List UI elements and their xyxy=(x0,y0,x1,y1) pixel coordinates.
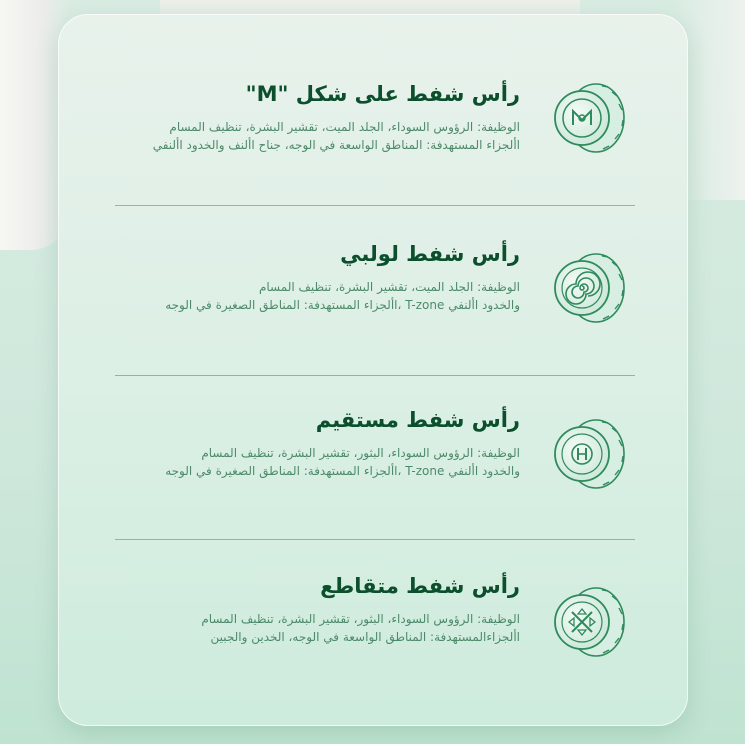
function-line: الوظيفة: الرؤوس السوداء، الجلد الميت، تقشير البشرة، تنظيف المسام xyxy=(169,120,520,134)
suction-head-description xyxy=(153,118,520,154)
divider xyxy=(115,205,635,206)
suction-head-title: رأس شفط مستقيم xyxy=(315,408,520,432)
suction-head-description xyxy=(201,610,520,646)
info-panel xyxy=(58,14,688,726)
suction-head-title: رأس شفط لولبي xyxy=(340,242,520,266)
straight-suction-head-icon xyxy=(546,414,630,494)
suction-head-description xyxy=(165,278,520,314)
m-shape-suction-head-icon xyxy=(546,78,630,158)
target-area-line: والخدود األنفي T-zone ،األجزاء المستهدفة: المناطق الصغيرة في الوجه xyxy=(165,464,520,478)
divider xyxy=(115,375,635,376)
suction-head-description xyxy=(165,444,520,480)
spiral-suction-head-icon xyxy=(546,248,630,328)
target-area-line: والخدود األنفي T-zone ،األجزاء المستهدفة: المناطق الصغيرة في الوجه xyxy=(165,298,520,312)
function-line: الوظيفة: الرؤوس السوداء، البثور، تقشير البشرة، تنظيف المسام xyxy=(201,446,520,460)
function-line: الوظيفة: الجلد الميت، تقشير البشرة، تنظيف المسام xyxy=(258,280,520,294)
target-area-line: األجزاء المستهدفة: المناطق الواسعة في الوجه، جناح األنف والخدود األنفي xyxy=(152,138,520,152)
suction-head-title: رأس شفط متقاطع xyxy=(320,574,520,598)
cross-suction-head-icon xyxy=(546,582,630,662)
divider xyxy=(115,539,635,540)
target-area-line: األجزاءالمستهدفة: المناطق الواسعة في الوجه، الخدين والجبين xyxy=(210,630,520,644)
suction-head-title: رأس شفط على شكل "M" xyxy=(245,82,520,106)
function-line: الوظيفة: الرؤوس السوداء، البثور، تقشير البشرة، تنظيف المسام xyxy=(201,612,520,626)
